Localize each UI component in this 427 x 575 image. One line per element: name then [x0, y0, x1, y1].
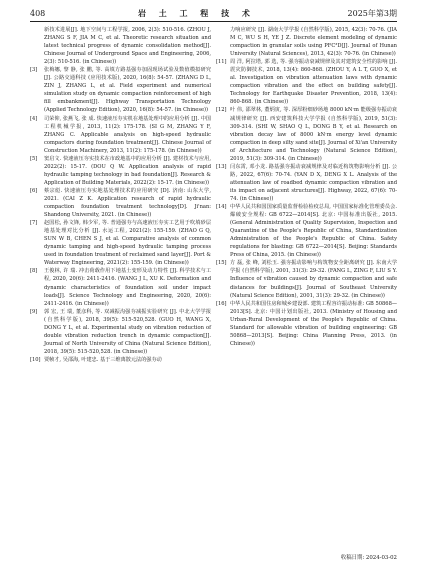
reference-entry [216, 259, 397, 299]
reference-number: [7] [30, 220, 38, 227]
reference-entry [216, 58, 397, 106]
reference-text: 郭 宏, 王 瑞, 董彦科, 等. 双减振沟强夯减振实验研究 [J]. 中北大学学报 (自然科学版), 2018, 39(5): 515-520,528. (GUO H, WANG X, DONG Y L, et al. Experimental study on vibration reduction of double vibration reduction trench in dynamic compaction[J]. Journal of North University of China (Natural Science Edition), 2018, 39(5): 515-520,528. (in Chinese)) [44, 308, 211, 355]
received-date: 收稿日期: 2024-03-02 [340, 555, 397, 561]
reference-text: 王俊林, 许 瑞. 冲击荷载作用下地基土变形及动力特性 [J]. 科学技术与工程, 2020, 20(6): 2411-2416. (WANG J L, XU K. Deformation and dynamic characteristics of foundation soil under impact loads[J]. Science Technology and Engineering, 2020, 20(6): 2411-2416. (in Chinese)) [44, 268, 211, 307]
reference-entry [216, 26, 397, 58]
reference-number: [10] [30, 356, 41, 363]
left-reference-column [30, 26, 211, 364]
reference-text: 闫东霄, 邓小龙. 路基强夯振动衰减规律及对临近构筑物影响分析 [J]. 公路, 2022, 67(6): 70-74. (YAN D X, DENG X L. Analysis of the attenuation law of roadbed dynamic compaction vibration and its impact on adjacent structures[J]. Highway, 2022, 67(6): 70-74. (in Chinese)) [230, 163, 397, 202]
reference-text: 方 磊, 张 峰, 刘松玉. 强夯振动影响与构筑物安全距离研究 [J]. 东南大学学报 (自然科学版), 2001, 31(3): 29-32. (FANG L, ZING F, LIU S Y. Influence of vibration caused by dynamic compaction and safe distances for buildings[J]. Journal of Southeast University (Natural Science Edition), 2001, 31(3): 29-32. (in Chinese)) [230, 260, 397, 299]
reference-text: 周 洋, 阿拉塔, 郭 选, 等. 强夯振动衰减规律及其对建筑安全性的影响 [J]. 震灾防御技术, 2018, 13(4): 860-868. (ZHOU Y, A L T, GUO X, et al. Investigation on vibration attenuation laws with dynamic compaction vibration and the effect on building safety[J]. Technology for Earthquake Disaster Prevention, 2018, 13(4): 860-868. (in Chinese)) [230, 59, 397, 106]
right-reference-column [216, 26, 397, 348]
reference-number: [6] [30, 187, 38, 194]
reference-entry [30, 66, 211, 114]
reference-entry [30, 115, 211, 155]
reference-entry [216, 203, 397, 259]
reference-entry [30, 267, 211, 307]
reference-entry [30, 308, 211, 356]
reference-number: [8] [30, 268, 38, 275]
reference-text: 中华人民共和国国家质量监督检验检疫总局, 中国国家标准化管理委员会. 爆破安全规程: GB 6722—2014[S]. 北京: 中国标准出版社, 2015. (General Administration of Quality Supervision, Inspection and Quarantine of the People's Republic of China, Standardization Administration of the People's Republic of China. Safety regulations for blasting: GB 6722—2014[S]. Beijing: Standards Press of China, 2015. (in Chinese)) [230, 204, 397, 259]
reference-number: [11] [216, 59, 227, 66]
reference-entry [216, 163, 397, 203]
reference-number: [16] [216, 300, 227, 307]
reference-text: 窦启文. 快速液压夯实技术在市政地基中的应用分析 [J]. 建材技术与应用, 2022(2): 15-17. (DOU Q W. Application analysis of rapid hydraulic tamping technology in bad foundation[J]. Research & Application of Building Materials, 2022(2): 15-17. (in Chinese)) [44, 155, 211, 186]
reference-number: [13] [216, 163, 227, 170]
reference-text: 张梅娜, 黎 静, 张 鹏, 等. 高填方路基强夯加固现场试验及数值模拟研究 [J]. 公路交通科技 (应用技术版), 2020, 16(8): 54-57. (ZHANG D L, ZIN J, ZHANG L, et al. Field experiment and numerical simulation study on dynamic compaction reinforcement of high fill embankment[J]. Highway Transportation Technology (Applied Technology Edition), 2020, 16(8): 54-57. (in Chinese)) [44, 67, 211, 114]
reference-number: [4] [30, 115, 38, 122]
reference-entry [30, 155, 211, 187]
reference-entry [30, 26, 211, 66]
journal-title: 岩 土 工 程 技 术 [137, 7, 255, 18]
reference-number: [12] [216, 107, 227, 114]
reference-text: 司荣仰, 张燕飞, 张 成. 快速液压夯实机在地基处理中的应用分析 [J]. 中国工程机械学报, 2013, 11(2): 175-178. (SI G M, ZHANG Y F, ZHANG C. Applicable analysis on high-speed hydraulic compactors during foundation treatment[J]. Chinese Journal of Construction Machinery, 2013, 11(2): 175-178. (in Chinese)) [44, 115, 211, 154]
reference-text: 贾帧才, 吴邵海, 叶建忠. 基于三维离散元法的强夯动 [44, 356, 162, 363]
reference-entry [30, 187, 211, 219]
reference-text: 叶 伟, 邵翠林, 董炳寅, 等. 深厚粉细砂场地 8000 kN·m 能级强夯振动衰减规律研究 [J]. 西安建筑科技大学学报 (自然科学版), 2019, 51(3): 309-314. (SHI W, SHAO Q L, DONG B Y, et al. Research on vibration decay law of 8000 kN·m energy level dynamic compaction in deep silty sand site[J]. Journal of Xi'an University of Architecture and Technology (Natural Science Edition), 2019, 51(3): 309-314. (in Chinese)) [230, 107, 397, 162]
header-rule [30, 21, 397, 22]
running-header [30, 6, 397, 20]
reference-entry [216, 300, 397, 348]
issue-label: 2025年第3期 [347, 8, 397, 18]
reference-number: [15] [216, 260, 227, 267]
page-number: 408 [30, 8, 46, 18]
reference-entry [216, 106, 397, 162]
reference-entry [30, 219, 211, 267]
reference-text: 新技术进展[J]. 地下空间与工程学报, 2006, 2(3): 510-516. (ZHOU J, ZHANG S F, JIA M C, et al. Theoretic research situation and latest technical progress of dynamic consolidation method[J]. Chinese Journal of Underground Space and Engineering, 2006, 2(3): 510-516. (in Chinese)) [44, 27, 211, 66]
reference-number: [9] [30, 308, 38, 315]
reference-text: 蔡宗彪. 快速液压夯实地基处理技术的应用研究 [D]. 济南: 山东大学, 2021. (CAI Z K. Application research of rapid hydraulic compaction foundation treatment technology[D]. Ji'nan: Shandong University, 2021. (in Chinese)) [44, 187, 211, 219]
reference-text: 赵国松, 孙文锋, 韩少军, 等. 普通强夯与高速液压夯实工艺用于吹填砂层地基处理对比分析 [J]. 水运工程, 2021(2): 155-159. (ZHAO G Q, SUN W B, CHEN S J, et al. Comparative analysis of common dynamic tamping and high-speed hydraulic tamping process used in foundation treatment of reclaimed sand layer[J]. Port & Waterway Engineering, 2021(2): 155-159. (in Chinese)) [44, 220, 211, 267]
reference-text: 力响应研究 [J]. 湖南大学学报 (自然科学版), 2015, 42(3): 70-76. (JIA M C, WU S H, YE J Z. Discrete element modeling of dynamic compaction in granular soils using PFC³D[J]. Journal of Hunan University (Natural Sciences), 2013, 42(3): 70-76. (in Chinese)) [230, 27, 397, 58]
reference-number: [5] [30, 155, 38, 162]
reference-number: [3] [30, 67, 38, 74]
reference-number: [14] [216, 204, 227, 211]
reference-entry [30, 356, 211, 364]
reference-text: 中华人民共和国住房和城乡建设部. 建筑工程容许振动标准: GB 50868—2013[S]. 北京: 中国计划出版社, 2013. (Ministry of Housing and Urban-Rural Development of the People's Republic of China. Standard for allowable vibration of building engineering: GB 50868—2013[S]. Beijing: China Planning Press, 2013. (in Chinese)) [230, 300, 397, 347]
